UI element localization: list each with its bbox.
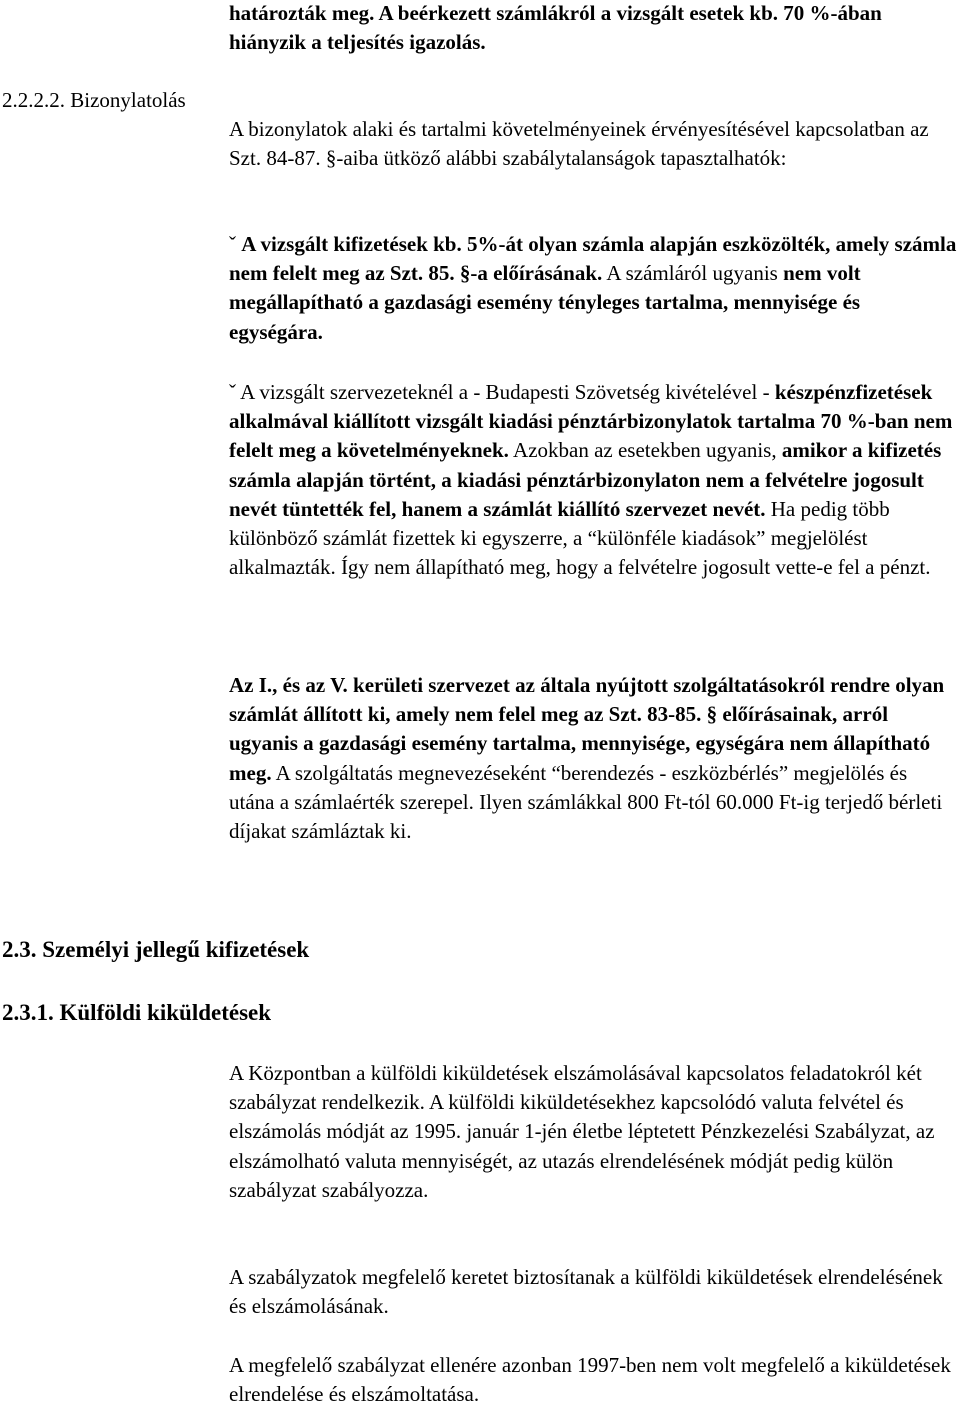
bullet-2-plain-a: A vizsgált szervezeteknél a - Budapesti Szövetség kivételével -: [240, 380, 775, 404]
paragraph-1997: [229, 1351, 957, 1409]
section-title: Bizonylatolás: [65, 88, 186, 112]
bullet-item-2: [229, 378, 957, 582]
bullet-2-plain-c: Ha pedig több különböző számlát fizettek ki egyszerre, a “különféle kiadások” megjelölést alkalmazták. Így nem állapítható meg, hogy a felvételre jogosult vette-e fel a pénzt.: [229, 496, 931, 580]
bullet-3-plain: A szolgáltatás megnevezéseként “berendezés - eszközbérlés” megjelölés és utána a számlaérték szerepel. Ilyen számlákkal 800 Ft-tól 60.000 Ft-ig terjedő bérleti díjakat számláztak ki.: [229, 760, 943, 844]
intro-paragraph: [229, 115, 957, 173]
subsection-heading-text: 2.3.1. Külföldi kiküldetések: [2, 1000, 272, 1025]
paragraph-szabalyzat: [229, 1059, 957, 1205]
paragraph-text: A szabályzatok megfelelő keretet biztosítanak a külföldi kiküldetések elrendelésének és elszámolásának.: [229, 1265, 943, 1319]
continuation-paragraph: [229, 0, 957, 57]
bullet-1-bold-b: nem volt megállapítható a gazdasági esemény tényleges tartalma, mennyisége és egységára.: [229, 261, 861, 344]
bullet-2-bold-a: készpénzfizetések alkalmával kiállított vizsgált kiadási pénztárbizonylatok tartalma 70 %-ban nem felelt meg a követelményeknek.: [229, 380, 953, 463]
paragraph-text: A Központban a külföldi kiküldetések elszámolásával kapcsolatos feladatokról két szabályzat rendelkezik. A külföldi kiküldetésekhez kapcsolódó valuta felvétel és elszámolás módját az 1995. január 1-jén életbe léptetett Pénzkezelési Szabályzat, az elszámolható valuta mennyiségét, az utazás elrendelésének módját pedig külön szabályzat szabályozza.: [229, 1061, 935, 1202]
bullet-item-1: [229, 230, 957, 347]
section-heading-szemelyi: [2, 935, 942, 964]
bullet-2-plain-b: Azokban az esetekben ugyanis,: [508, 438, 782, 463]
bullet-marker: ˇ: [229, 232, 242, 256]
paragraph-keret: [229, 1263, 957, 1321]
subsection-heading-kulfoldi: [2, 998, 942, 1027]
bullet-marker: ˇ: [229, 380, 241, 404]
paragraph-text: A megfelelő szabályzat ellenére azonban 1997-ben nem volt megfelelő a kiküldetések elrendelése és elszámoltatása.: [229, 1353, 951, 1407]
section-heading-text: 2.3. Személyi jellegű kifizetések: [2, 937, 310, 962]
continuation-text: határozták meg. A beérkezett számlákról a vizsgált esetek kb. 70 %-ában hiányzik a teljesítés igazolás.: [229, 1, 882, 55]
bullet-1-bold-a: A vizsgált kifizetések kb. 5%-át olyan számla alapján eszközölték, amely számla nem felelt meg az Szt. 85. §-a előírásának.: [229, 232, 957, 286]
bullet-2-bold-b: amikor a kifizetés számla alapján történt, a kiadási pénztárbizonylaton nem a felvételre jogosult nevét tüntették fel, hanem a számlát kiállító szervezet nevét.: [229, 438, 942, 521]
intro-text: A bizonylatok alaki és tartalmi követelményeinek érvényesítésével kapcsolatban az Szt. 84-87. §-aiba ütköző alábbi szabálytalanságok tapasztalhatók:: [229, 117, 929, 171]
section-number: 2.2.2.2.: [2, 88, 65, 112]
section-heading-bizonylatolas: [2, 86, 942, 115]
bullet-3-bold: Az I., és az V. kerületi szervezet az általa nyújtott szolgáltatásokról rendre olyan számlát állított ki, amely nem felel meg az Szt. 83-85. § előírásainak, arról ugyanis a gazdasági esemény tartalma, mennyisége, egységára nem állapítható meg.: [229, 673, 945, 785]
bullet-1-plain: A számláról ugyanis: [602, 261, 784, 286]
bullet-item-3: [229, 671, 957, 846]
